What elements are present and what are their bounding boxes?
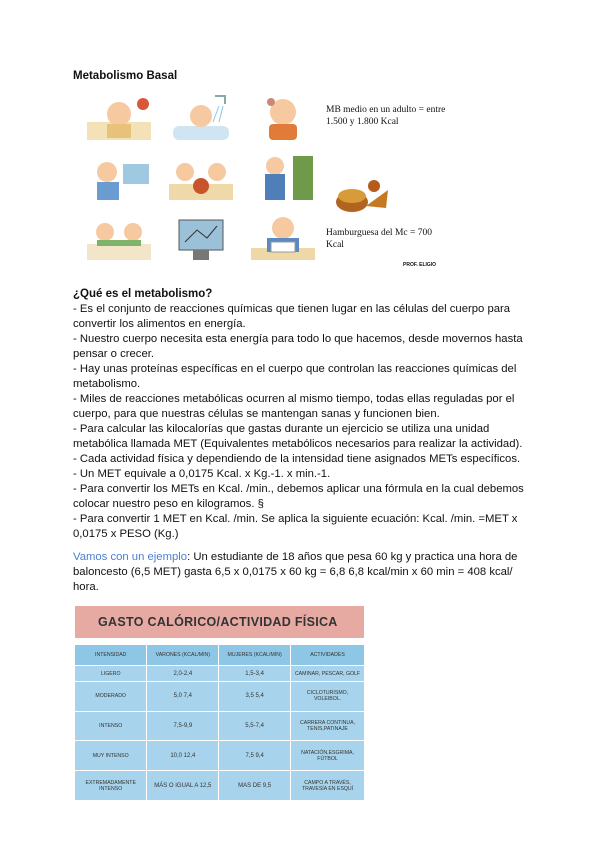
- caloric-expenditure-table: [75, 645, 365, 801]
- paragraph: - Para calcular las kilocalorías que gastas durante un ejercicio se utiliza una unidad metabólica llamada MET (Equivalentes metabólicos necesarios para realizar la actividad).: [73, 423, 523, 450]
- table-cell: LIGERO: [75, 666, 147, 682]
- table-cell: CICLOTURISMO, VOLEIBOL.: [291, 682, 365, 712]
- table-cell: 5,0 7,4: [147, 682, 219, 712]
- header-cell: VARONES (KCAL/MIN): [147, 645, 219, 666]
- page-title: Metabolismo Basal: [73, 70, 178, 82]
- paragraph: - Nuestro cuerpo necesita esta energía para todo lo que hacemos, desde movernos hasta pensar o crecer.: [73, 333, 523, 360]
- header-cell: ACTIVIDADES: [291, 645, 365, 666]
- table-cell: MAS DE 9,5: [219, 771, 291, 801]
- person-waking-icon: [83, 92, 155, 144]
- table-cell: 1,5-3,4: [219, 666, 291, 682]
- paragraph: - Un MET equivale a 0,0175 Kcal. x Kg.-1. x min.-1.: [73, 468, 331, 480]
- table-row: [75, 666, 365, 682]
- header-cell: INTENSIDAD: [75, 645, 147, 666]
- person-writing-icon: [83, 212, 155, 264]
- table-cell: EXTREMADAMENTE INTENSO: [75, 771, 147, 801]
- paragraph: - Para convertir 1 MET en Kcal. /min. Se aplica la siguiente ecuación: Kcal. /min. =MET x 0,0175 x PESO (Kg.): [73, 513, 518, 540]
- table-cell: CARRERA CONTINUA, TENIS,PATINAJE: [291, 711, 365, 741]
- paragraph: - Para convertir los METs en Kcal. /min., debemos aplicar una fórmula en la cual debemos colocar nuestro peso en kilogramos. §: [73, 483, 524, 510]
- example-lead: Vamos con un ejemplo: [73, 551, 188, 563]
- food-icon: [330, 176, 390, 216]
- paragraph: - Es el conjunto de reacciones químicas que tienen lugar en las células del cuerpo para convertir los alimentos en energía.: [73, 303, 511, 330]
- table-cell: MÁS O IGUAL A 12,5: [147, 771, 219, 801]
- paragraph: - Hay unas proteínas específicas en el cuerpo que controlan las reacciones químicas del metabolismo.: [73, 363, 517, 390]
- table-cell: CAMPO A TRAVÉS, TRAVESÍA EN ESQUÍ: [291, 771, 365, 801]
- table-cell: INTENSO: [75, 711, 147, 741]
- header-cell: MUJERES (KCAL/MIN): [219, 645, 291, 666]
- table-cell: 10,0 12,4: [147, 741, 219, 771]
- table-cell: 3,5 5,4: [219, 682, 291, 712]
- metabolism-explanation: [73, 302, 528, 542]
- person-computer-icon: [83, 152, 155, 204]
- person-dressing-icon: [247, 152, 319, 204]
- hamburger-note: Hamburguesa del Mc = 700 Kcal: [326, 228, 432, 250]
- paragraph: - Cada actividad física y dependiendo de la intensidad tiene asignados METs específicos.: [73, 453, 521, 465]
- example-text: : Un estudiante de 18 años que pesa 60 kg y practica una hora de baloncesto (6,5 MET) gasta 6,5 x 0,0175 x 60 kg = 6,8 6,8 kcal/min x 60 min = 408 kcal/ hora.: [73, 551, 518, 593]
- table-cell: CAMINAR, PESCAR, GOLF: [291, 666, 365, 682]
- table-cell: MODERADO: [75, 682, 147, 712]
- table-row: [75, 771, 365, 801]
- shower-icon: [165, 92, 237, 144]
- person-reading-icon: [247, 212, 319, 264]
- table-header-row: [75, 645, 365, 666]
- table-row: [75, 711, 365, 741]
- table-row: [75, 682, 365, 712]
- table-cell: 2,0-2,4: [147, 666, 219, 682]
- person-tv-icon: [165, 212, 237, 264]
- section-question: ¿Qué es el metabolismo?: [73, 288, 213, 300]
- person-thinking-icon: [247, 92, 319, 144]
- paragraph: - Miles de reacciones metabólicas ocurren al mismo tiempo, todas ellas reguladas por el cuerpo, para que nuestras células se mantengan sanas y funcionen bien.: [73, 393, 515, 420]
- table-cell: NATACIÓN,ESGRIMA, FÚTBOL: [291, 741, 365, 771]
- table-cell: 7,5-9,9: [147, 711, 219, 741]
- table-cell: MUY INTENSO: [75, 741, 147, 771]
- table-title: GASTO CALÓRICO/ACTIVIDAD FÍSICA: [75, 606, 364, 638]
- table-cell: 5,5-7,4: [219, 711, 291, 741]
- person-eating-icon: [165, 152, 237, 204]
- table-row: [75, 741, 365, 771]
- mb-average-note: MB medio en un adulto = entre 1.500 y 1.800 Kcal: [326, 105, 446, 127]
- table-cell: 7,5 9,4: [219, 741, 291, 771]
- illustration-credit: PROF. ELIGIO: [403, 262, 437, 268]
- example-paragraph: [73, 550, 528, 595]
